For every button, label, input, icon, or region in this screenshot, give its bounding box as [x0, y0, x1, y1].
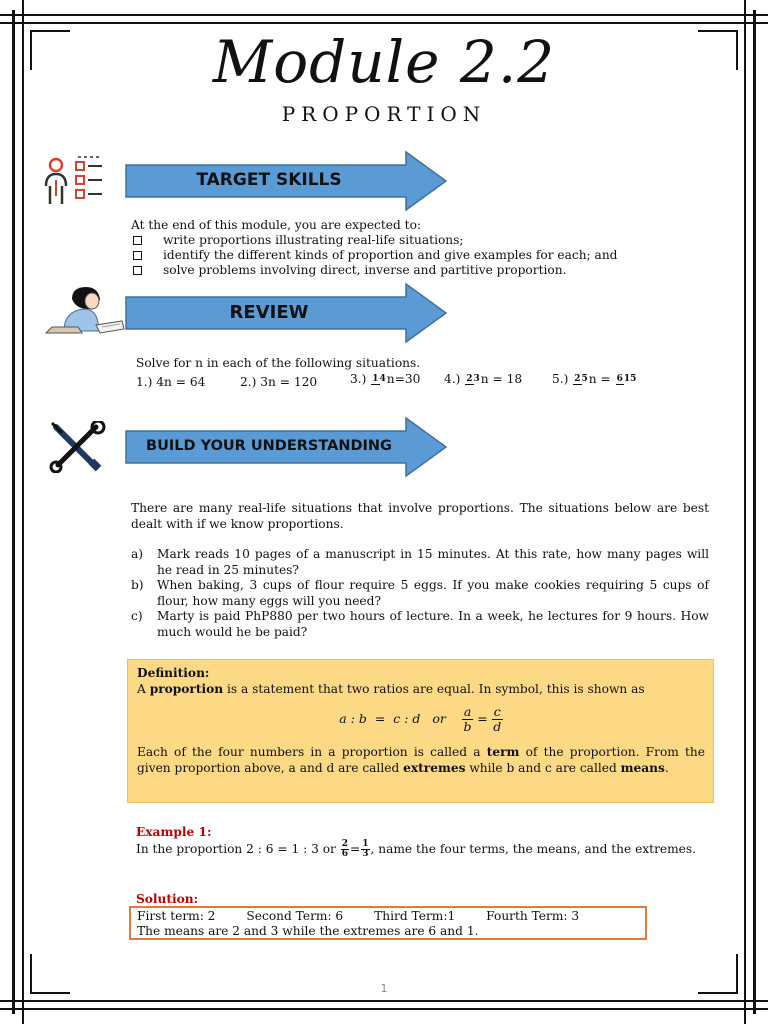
review-eq-2: 2.) 3n = 120 — [240, 375, 318, 389]
solution-terms-row: First term: 2 Second Term: 6 Third Term:1 Fourth Term: 3 — [137, 909, 580, 923]
situations-list — [131, 547, 709, 640]
list-item: identify the different kinds of proportion and give examples for each; and — [131, 248, 711, 263]
list-item: write proportions illustrating real-life situations; — [131, 233, 711, 248]
review-intro: Solve for n in each of the following situations. — [136, 356, 421, 370]
definition-heading: Definition: — [137, 666, 210, 680]
review-label: REVIEW — [229, 302, 309, 323]
module-title: Module 2.2 — [212, 28, 556, 96]
page-number: 1 — [380, 982, 388, 995]
definition-box — [127, 659, 714, 803]
tools-icon — [46, 421, 108, 473]
terms-explanation: Each of the four numbers in a proportion is called a term of the proportion. From the given proportion above, a and d are called extremes while b and c are called means. — [137, 745, 705, 775]
review-arrow — [124, 282, 449, 344]
list-item: solve problems involving direct, inverse and partitive proportion. — [131, 263, 711, 278]
checkbox-bullet-icon — [133, 251, 142, 260]
build-understanding-label: BUILD YOUR UNDERSTANDING — [146, 438, 392, 454]
solution-heading: Solution: — [136, 892, 199, 906]
review-eq-1: 1.) 4n = 64 — [136, 375, 206, 389]
list-item: c) Marty is paid PhP880 per two hours of lecture. In a week, he lectures for 9 hours. How much would he be paid? — [131, 609, 709, 639]
target-skills-label: TARGET SKILLS — [196, 170, 342, 190]
target-skills-arrow — [124, 150, 449, 212]
list-item: a) Mark reads 10 pages of a manuscript in 15 minutes. At this rate, how many pages will he read in 25 minutes? — [131, 547, 709, 577]
build-intro: There are many real-life situations that involve proportions. The situations below are best dealt with if we know proportions. — [131, 501, 709, 531]
girl-reading-icon — [42, 285, 126, 337]
example-text: In the proportion 2 : 6 = 1 : 3 or $\frac{2}{6}$ = $\frac{1}{3}$ , name the four terms, the means, and the extremes. — [136, 839, 697, 859]
checkbox-bullet-icon — [133, 266, 142, 275]
proportion-formula: a : b = c : d or $\frac{a}{b}$ = $\frac{c}{d}$ — [339, 704, 502, 734]
target-intro: At the end of this module, you are expected to: — [131, 218, 422, 232]
target-skills-list — [131, 233, 711, 278]
review-eq-5: 5.) 25n = 615 — [552, 372, 637, 386]
definition-text: A proportion is a statement that two ratios are equal. In symbol, this is shown as — [137, 682, 645, 696]
solution-means-row: The means are 2 and 3 while the extremes are 6 and 1. — [137, 924, 479, 938]
module-subtitle: PROPORTION — [281, 102, 487, 126]
checkbox-bullet-icon — [133, 236, 142, 245]
review-eq-3: 3.) 14n=30 — [350, 372, 421, 386]
review-eq-4: 4.) 23n = 18 — [444, 372, 523, 386]
example-heading: Example 1: — [136, 825, 212, 839]
list-item: b) When baking, 3 cups of flour require 5 eggs. If you make cookies requiring 5 cups of flour, how many eggs will you need? — [131, 578, 709, 608]
checklist-person-icon — [42, 156, 108, 208]
solution-box — [129, 906, 647, 940]
build-understanding-arrow — [124, 416, 449, 478]
review-equations — [136, 372, 696, 396]
